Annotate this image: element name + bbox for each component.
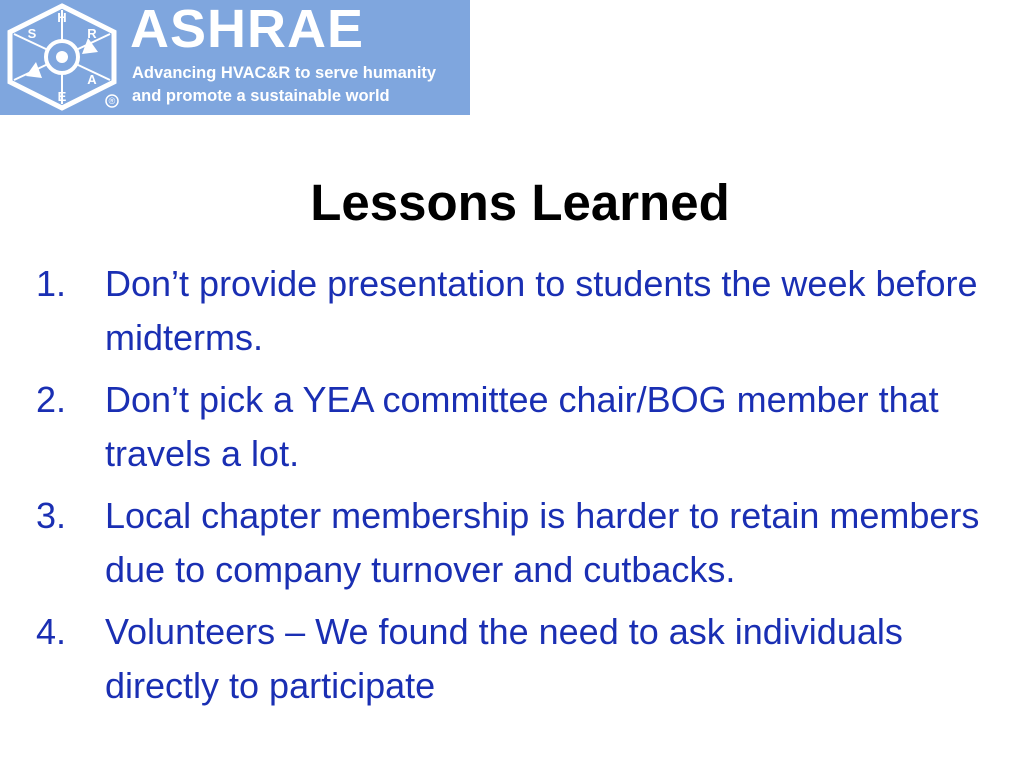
list-item-text: Don’t pick a YEA committee chair/BOG member that travels a lot. xyxy=(105,379,939,474)
ashrae-emblem-icon xyxy=(2,2,122,112)
ashrae-logo xyxy=(0,0,470,115)
slide-title: Lessons Learned xyxy=(310,174,730,231)
emblem-letter-h: H xyxy=(57,10,67,25)
list-item-text: Volunteers – We found the need to ask individuals directly to participate xyxy=(105,611,903,706)
emblem-letter-e: E xyxy=(57,89,67,104)
lessons-list xyxy=(36,257,986,721)
logo-tagline-line-1: Advancing HVAC&R to serve humanity xyxy=(132,64,437,82)
logo-tagline-line-2: and promote a sustainable world xyxy=(132,87,390,105)
emblem-letter-r: R xyxy=(87,26,97,41)
registered-mark: ® xyxy=(108,96,116,106)
list-item-text: Don’t provide presentation to students the week before midterms. xyxy=(105,263,978,358)
list-item xyxy=(36,489,986,597)
logo-wordmark: ASHRAE xyxy=(130,0,365,59)
emblem-letter-s: S xyxy=(27,26,37,41)
logo-tagline xyxy=(132,62,436,108)
list-item-number: 3. xyxy=(36,495,67,536)
list-item xyxy=(36,257,986,365)
list-item-number: 1. xyxy=(36,263,67,304)
list-item xyxy=(36,605,986,713)
list-item-number: 4. xyxy=(36,611,67,652)
list-item-number: 2. xyxy=(36,379,67,420)
list-item xyxy=(36,373,986,481)
emblem-letter-a: A xyxy=(87,72,97,87)
list-item-text: Local chapter membership is harder to retain members due to company turnover and cutbacks. xyxy=(105,495,980,590)
